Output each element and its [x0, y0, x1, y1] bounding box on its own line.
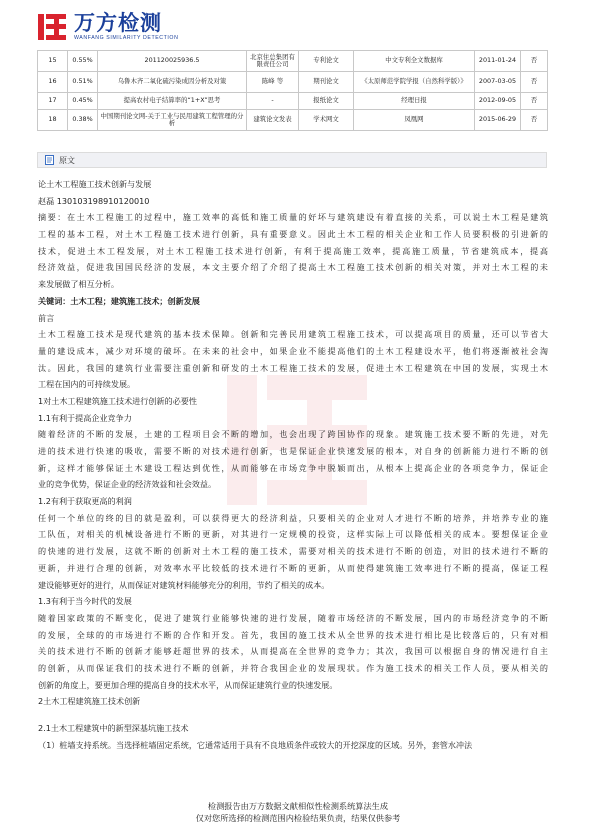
table-cell-title: 中国期刊论文网-关于工业与民用建筑工程管理的分析 [98, 110, 247, 131]
table-row [38, 72, 548, 93]
footer-line-2: 仅对您所选择的检测范围内检验结果负责，结果仅供参考 [195, 813, 401, 823]
text-line: 工程在国内的可持续发展。 [38, 379, 136, 390]
text-line: 的发展，全球的的市场进行不断的合作和开发。首先，我国的施工技术从全世界的技术进行相比是比较落后的，只有对相 [38, 629, 548, 640]
table-cell-date: 2011-01-24 [475, 51, 521, 72]
document-icon [45, 155, 54, 165]
section-title: 原文 [59, 155, 75, 165]
keywords: 关键词：土木工程；建筑施工技术；创新发展 [38, 295, 200, 306]
text-line: 更新，并进行合理的创新，对效率水平比较低的技术进行不断的更新，从而使得建筑施工效率进行不断的提高，保证工程 [38, 562, 548, 573]
table-cell-author: 陈峰 等 [247, 72, 299, 93]
table-cell-source: 《太原师范学院学报（自然科学版）》 [354, 72, 475, 93]
table-cell-flag: 否 [521, 93, 548, 110]
table-cell-source: 经理日报 [354, 93, 475, 110]
table-cell-pct: 0.55% [68, 51, 98, 72]
doc-author-line: 赵磊 130103198910120010 [38, 195, 150, 206]
paragraph-1-1 [38, 426, 548, 493]
table-cell-type: 专利论文 [299, 51, 354, 72]
heading-1-1: 1.1有利于提高企业竞争力 [38, 412, 132, 423]
text-line: 的快速的进行发展，这就不断的创新对土木工程的施工技术，需要对相关的技术进行不断的创造，对旧的技术进行不断的 [38, 546, 548, 557]
table-cell-no: 18 [38, 110, 68, 131]
table-cell-type: 报纸论文 [299, 93, 354, 110]
table-cell-flag: 否 [521, 110, 548, 131]
table-cell-title: 乌鲁木齐二氧化硫污染成因分析及对策 [98, 72, 247, 93]
text-line: 随着经济的不断的发展，土建的工程项目会不断的增加，也会出现了跨国协作的现象。建筑施工技术要不断的先进，对先 [38, 429, 548, 440]
table-cell-no: 17 [38, 93, 68, 110]
table-cell-type: 学术网文 [299, 110, 354, 131]
table-cell-flag: 否 [521, 72, 548, 93]
text-line: 经济效益，促进我国国民经济的发展，本文主要介绍了介绍了提高土木工程施工技术创新的相关对策，并对土木工程的未 [38, 262, 548, 273]
table-cell-flag: 否 [521, 51, 548, 72]
original-text-body [38, 176, 548, 753]
text-line: 技术，促进土木工程发展，对土木工程施工技术进行创新，有利于提高施工效率，提高施工质量，节省建筑成本，提高 [38, 245, 548, 256]
heading-2: 2土木工程建筑施工技术创新 [38, 696, 141, 707]
table-cell-author: - [247, 93, 299, 110]
table-row [38, 110, 548, 131]
heading-2-1: 2.1土木工程建筑中的新型深基坑施工技术 [38, 723, 189, 733]
table-cell-source: 中文专利全文数据库 [354, 51, 475, 72]
table-cell-date: 2015-06-29 [475, 110, 521, 131]
paragraph-1-3 [38, 610, 548, 693]
text-line: 创新的角度上，要更加合理的提高自身的技术水平，从而保证建筑行业的快速发展。 [38, 679, 338, 690]
preface [38, 326, 548, 393]
table-cell-no: 16 [38, 72, 68, 93]
text-line: 土木工程施工技术是现代建筑的基本技术保障。创新和完善民用建筑工程施工技术，可以提高项目的质量，还可以节省大 [38, 329, 548, 340]
table-row [38, 93, 548, 110]
text-line: 工程的基本工程，对土木工程施工技术进行创新，具有重要意义。因此土木工程的相关企业和工作人员要积极的引进新的 [38, 229, 548, 240]
text-line: 摘要：在土木工程施工的过程中，施工效率的高低和施工质量的好坏与建筑建设有着直接的关系，可以说土木工程是建筑 [38, 212, 548, 223]
original-text-header [37, 152, 547, 168]
table-cell-pct: 0.45% [68, 93, 98, 110]
text-line: 汰。因此，我国的建筑行业需要注重创新和研发的土木工程施工技术的发展，促进土木工程建筑在中国的发展，实现土木 [38, 362, 548, 373]
text-line: 建设能够更好的进行，从而保证对建筑材料能够充分的利用，节约了相关的成本。 [38, 579, 330, 590]
table-cell-type: 期刊论文 [299, 72, 354, 93]
heading-1-2: 1.2有利于获取更高的利润 [38, 496, 132, 507]
paragraph-2-1: （1）桩墙支持系统。当选择桩墙固定系统，它通常适用于具有不良地质条件或较大的开挖深度的区域。另外，套管水冲法 [38, 739, 473, 750]
text-line: 的创新，从而保证我们的技术进行不断的创新，并符合我国企业的发展现状。作为施工技术的相关工作人员，要从相关的 [38, 662, 548, 673]
table-cell-pct: 0.51% [68, 72, 98, 93]
table-cell-author: 建筑论文发表 [247, 110, 299, 131]
text-line: 来发展做了相互分析。 [38, 279, 119, 290]
heading-1-3: 1.3有利于当今时代的发展 [38, 596, 132, 607]
table-cell-date: 2007-03-05 [475, 72, 521, 93]
text-line: 新，这样才能够保证土木建设工程达到优性，从而能够在市场竞争中脱颖而出，从根本上提高企业的各项竞争力，保证企 [38, 462, 548, 473]
preface-heading: 前言 [38, 312, 55, 323]
text-line: 任何一个单位的终的目的就是盈利，可以获得更大的经济利益，只要相关的企业对人才进行不断的培养，并培养专业的施 [38, 512, 548, 523]
table-cell-pct: 0.38% [68, 110, 98, 131]
table-row [38, 51, 548, 72]
table-cell-source: 凤凰网 [354, 110, 475, 131]
table-cell-title: 提高农村电子结算率的“1+X”思考 [98, 93, 247, 110]
similar-documents-table [37, 50, 548, 131]
abstract [38, 209, 548, 292]
report-footer [0, 800, 596, 824]
heading-1: 1对土木工程建筑施工技术进行创新的必要性 [38, 395, 197, 406]
text-line: 进的技术进行快速的吸收，需要不断的对技术进行创新，也是保证企业快速发展的根本，对自身的创新能力进行不断的创 [38, 446, 548, 456]
text-line: 关的技术进行不断的创新才能够赶超世界的技术，从而提高在全世界的竞争力；其次，我国可以根据自身的情况进行自主 [38, 646, 548, 657]
table-cell-author: 北京住总集团有限责任公司 [247, 51, 299, 72]
paragraph-1-2 [38, 510, 548, 593]
footer-line-1: 检测报告由万方数据文献相似性检测系统算法生成 [207, 801, 389, 811]
text-line: 业的竞争优势，保证企业的经济效益和社会效益。 [38, 479, 217, 490]
doc-title: 论土木工程施工技术创新与发展 [38, 179, 152, 189]
logo-name-en: WANFANG SIMILARITY DETECTION [74, 35, 179, 41]
wanfang-logo-icon [37, 12, 67, 42]
table-cell-no: 15 [38, 51, 68, 72]
text-line: 随着国家政策的不断变化，促进了建筑行业能够快速的进行发展，随着市场经济的不断发展，国内的市场经济竞争的不断 [38, 612, 548, 623]
table-cell-date: 2012-09-05 [475, 93, 521, 110]
text-line: 量的建设成本，减少对环境的破坏。在未来的社会中，如果企业不能提高他们的土木工程建设水平，他们将逐渐被社会淘 [38, 345, 548, 356]
logo-name-cn: 万方检测 [74, 11, 162, 35]
wanfang-logo [37, 9, 178, 45]
table-cell-title: 201120025936.5 [98, 51, 247, 72]
text-line: 工队伍，对相关的机械设备进行不断的更新，对其进行一定规模的投资，这样实际上可以降低相关的成本。要想保证企业 [38, 529, 548, 540]
